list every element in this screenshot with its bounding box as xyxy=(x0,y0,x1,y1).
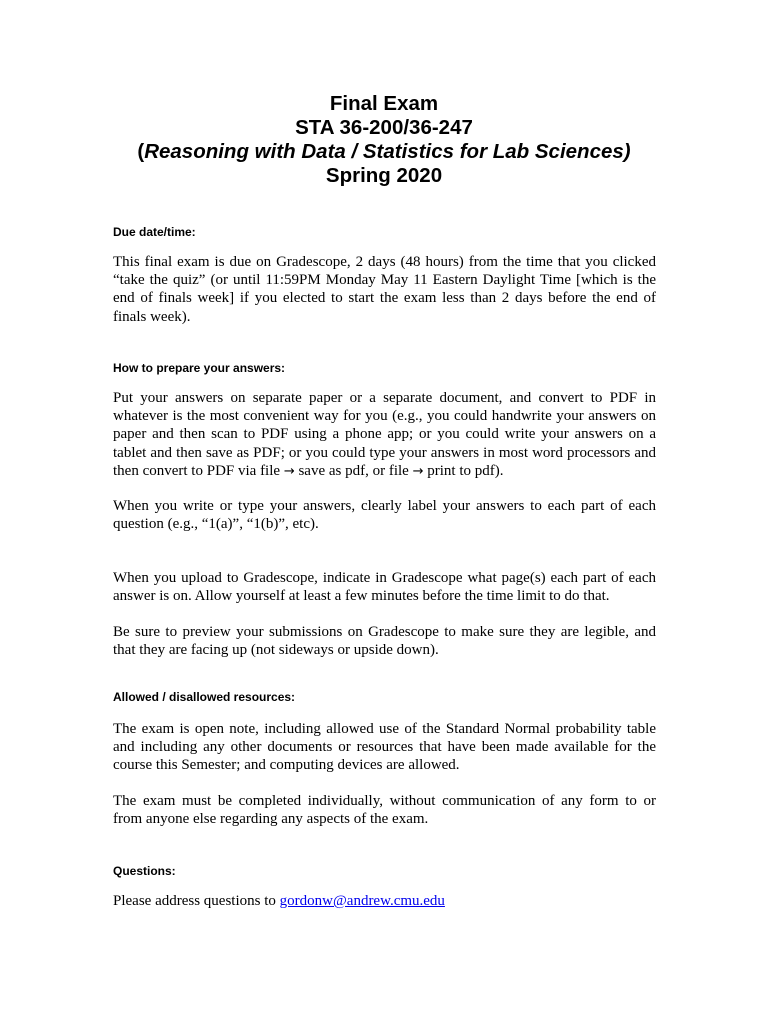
prepare-paragraph-4: Be sure to preview your submissions on Gradescope to make sure they are legible, and that they are facing up (not sideways or upside down). xyxy=(113,624,656,659)
course-code: STA 36-200/36-247 xyxy=(295,116,473,139)
due-date-paragraph: This final exam is due on Gradescope, 2 days (48 hours) from the time that you clicked “take the quiz” (or until 11:59PM Monday May 11 Eastern Daylight Time [which is the end of finals week] if you elected to start the exam less than 2 days before the end of finals week). xyxy=(113,254,656,325)
prepare-paragraph-2: When you write or type your answers, clearly label your answers to each part of each question (e.g., “1(a)”, “1(b)”, etc). xyxy=(113,498,656,533)
questions-paragraph: Please address questions to gordonw@andrew.cmu.edu xyxy=(113,893,445,909)
prepare-answers-heading: How to prepare your answers: xyxy=(113,361,286,375)
due-date-heading: Due date/time: xyxy=(113,225,196,239)
arrow-icon: → xyxy=(412,463,424,479)
course-name: (Reasoning with Data / Statistics for Lab Sciences) xyxy=(137,140,631,163)
semester: Spring 2020 xyxy=(325,164,443,187)
prepare-paragraph-1: Put your answers on separate paper or a separate document, and convert to PDF in whatever is the most convenient way for you (e.g., you could handwrite your answers on paper and then scan to PDF using a phone app; or you could write your answers on a tablet and then save as PDF; or you could type your answers in most word processors and then convert to PDF via file → save as pdf, or file → print to pdf). xyxy=(113,390,656,479)
questions-heading: Questions: xyxy=(113,864,176,878)
contact-email-link[interactable]: gordonw@andrew.cmu.edu xyxy=(279,893,445,909)
resources-heading: Allowed / disallowed resources: xyxy=(113,690,296,704)
exam-title-block xyxy=(0,92,768,188)
exam-title: Final Exam xyxy=(329,92,439,115)
resources-paragraph-1: The exam is open note, including allowed use of the Standard Normal probability table and including any other documents or resources that have been made available for the course this Semester; and computing devices are allowed. xyxy=(113,721,656,774)
arrow-icon: → xyxy=(283,463,295,479)
prepare-paragraph-3: When you upload to Gradescope, indicate in Gradescope what page(s) each part of each answer is on. Allow yourself at least a few minutes before the time limit to do that. xyxy=(113,570,656,605)
resources-paragraph-2: The exam must be completed individually, without communication of any form to or from anyone else regarding any aspects of the exam. xyxy=(113,793,656,828)
